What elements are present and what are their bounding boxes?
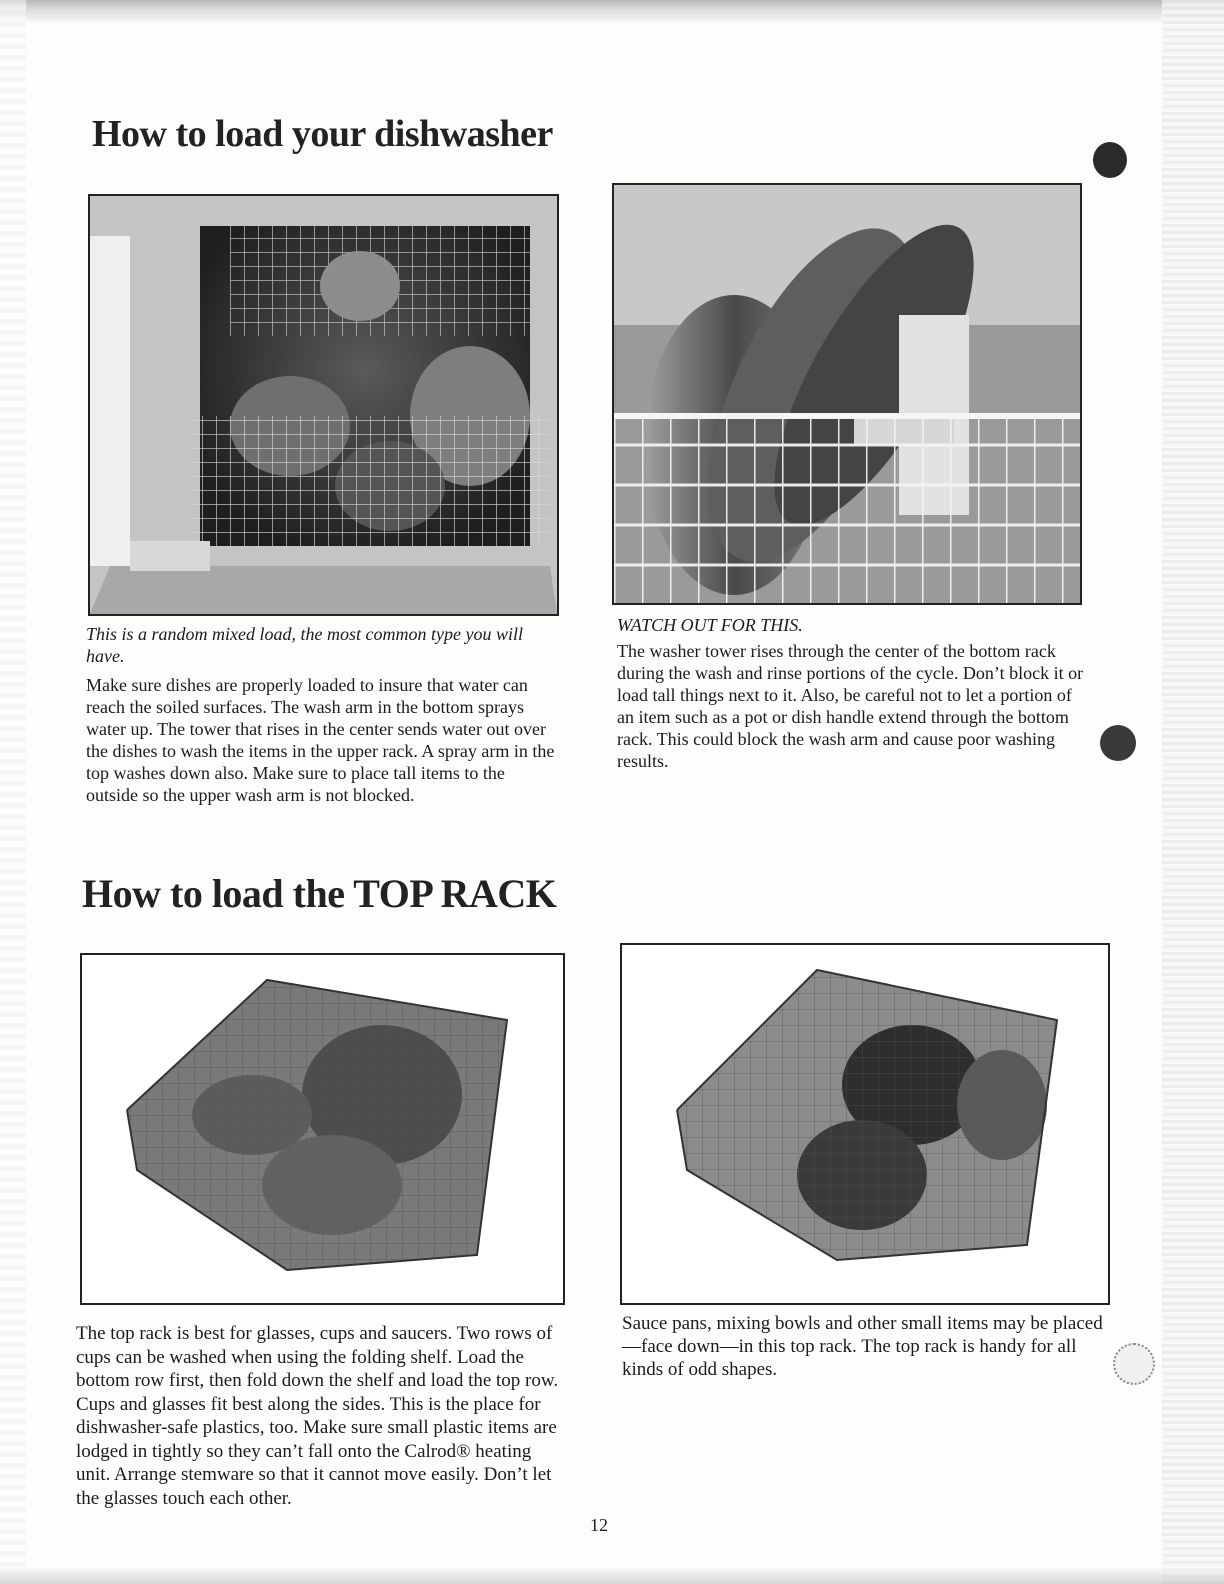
- mixed-load-text: Make sure dishes are properly loaded to insure that water can reach the soiled surfaces. The wash arm in the bottom sprays water up. The tower that rises in the center sends water out over the dishes to wash the items in the upper rack. A spray arm in the top washes down also. Make sure to place tall items to the outside so the upper wash arm is not blocked.: [86, 675, 555, 805]
- heading-load-dishwasher: How to load your dishwasher: [92, 113, 553, 155]
- top-rack-glasses-photo: [80, 953, 565, 1305]
- washer-tower-photo: [612, 183, 1082, 605]
- mixed-load-photo: [88, 194, 559, 616]
- scan-edge-right: [1162, 0, 1224, 1584]
- binder-hole-marker: [1113, 1343, 1155, 1385]
- scan-edge-bottom: [0, 1568, 1224, 1584]
- mixed-load-caption: This is a random mixed load, the most common type you will have.: [86, 624, 523, 666]
- scan-edge-top: [0, 0, 1224, 22]
- top-rack-glasses-text: The top rack is best for glasses, cups and saucers. Two rows of cups can be washed when using the folding shelf. Load the bottom row first, then fold down the shelf and load the top row. Cups and glasses fit best along the sides. This is the place for dishwasher-safe plastics, too. Make sure small plastic items are lodged in tightly so they can’t fall onto the Calrod® heating unit. Arrange stemware so that it cannot move easily. Don’t let the glasses touch each other.: [76, 1323, 559, 1509]
- watch-out-caption: WATCH OUT FOR THIS.: [617, 615, 803, 635]
- binder-hole-marker: [1093, 142, 1127, 178]
- top-rack-pans-text: Sauce pans, mixing bowls and other small items may be placed—face down—in this top rack. The top rack is handy for all kinds of odd shapes.: [622, 1313, 1103, 1380]
- top-rack-pans-photo: [620, 943, 1110, 1305]
- binder-hole-marker: [1100, 725, 1136, 761]
- page-number: 12: [590, 1515, 608, 1535]
- heading-load-top-rack: How to load the TOP RACK: [82, 871, 557, 916]
- scan-edge-left: [0, 0, 26, 1584]
- watch-out-text: The washer tower rises through the center of the bottom rack during the wash and rinse portions of the cycle. Don’t block it or load tall things next to it. Also, be careful not to let a portion of an item such as a pot or dish handle extend through the bottom rack. This could block the wash arm and cause poor washing results.: [617, 641, 1084, 771]
